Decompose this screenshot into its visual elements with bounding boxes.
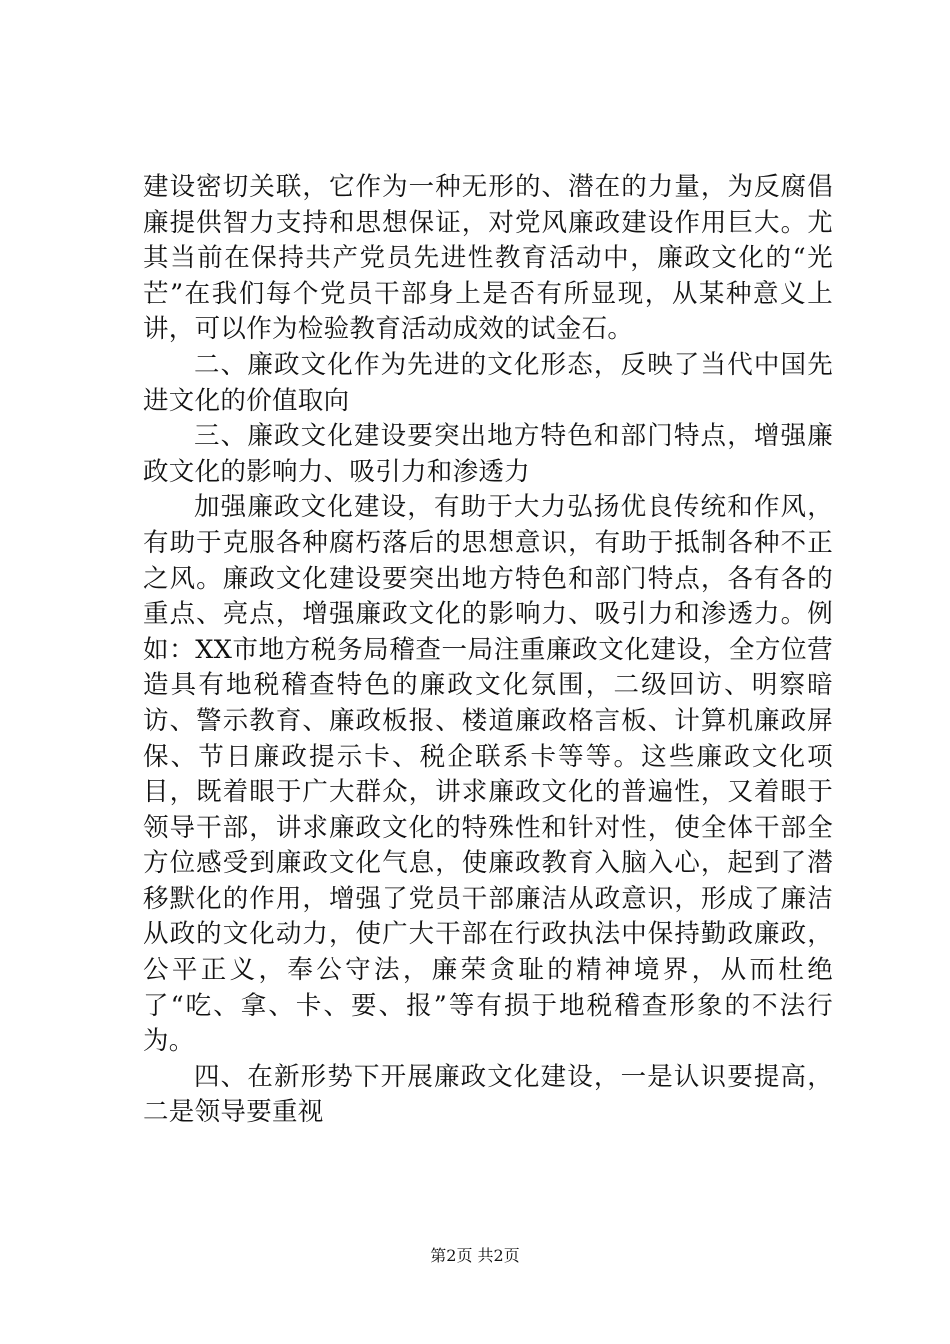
heading-section-two: 二、廉政文化作为先进的文化形态，反映了当代中国先进文化的价值取向 bbox=[143, 349, 833, 416]
paragraph-continuation: 建设密切关联，它作为一种无形的、潜在的力量，为反腐倡廉提供智力支持和思想保证，对党风廉政建设作用巨大。尤其当前在保持共产党员先进性教育活动中，廉政文化的“光芒”在我们每个党员干部身上是否有所显现，从某种意义上讲，可以作为检验教育活动成效的试金石。 bbox=[143, 172, 833, 345]
heading-section-four: 四、在新形势下开展廉政文化建设，一是认识要提高，二是领导要重视 bbox=[143, 1061, 833, 1128]
document-body bbox=[143, 170, 833, 1131]
paragraph-section-three-body: 加强廉政文化建设，有助于大力弘扬优良传统和作风，有助于克服各种腐朽落后的思想意识，有助于抵制各种不正之风。廉政文化建设要突出地方特色和部门特点，各有各的重点、亮点，增强廉政文化的影响力、吸引力和渗透力。例如：XX市地方税务局稽查一局注重廉政文化建设，全方位营造具有地税稽查特色的廉政文化氛围，二级回访、明察暗访、警示教育、廉政板报、楼道廉政格言板、计算机廉政屏保、节日廉政提示卡、税企联系卡等等。这些廉政文化项目，既着眼于广大群众，讲求廉政文化的普遍性，又着眼于领导干部，讲求廉政文化的特殊性和针对性，使全体干部全方位感受到廉政文化气息，使廉政教育入脑入心，起到了潜移默化的作用，增强了党员干部廉洁从政意识，形成了廉洁从政的文化动力，使广大干部在行政执法中保持勤政廉政，公平正义，奉公守法，廉荣贪耻的精神境界，从而杜绝了“吃、拿、卡、要、报”等有损于地税稽查形象的不法行为。 bbox=[143, 492, 833, 1057]
heading-section-three: 三、廉政文化建设要突出地方特色和部门特点，增强廉政文化的影响力、吸引力和渗透力 bbox=[143, 421, 833, 487]
page-number-footer: 第2页 共2页 bbox=[430, 1246, 520, 1265]
